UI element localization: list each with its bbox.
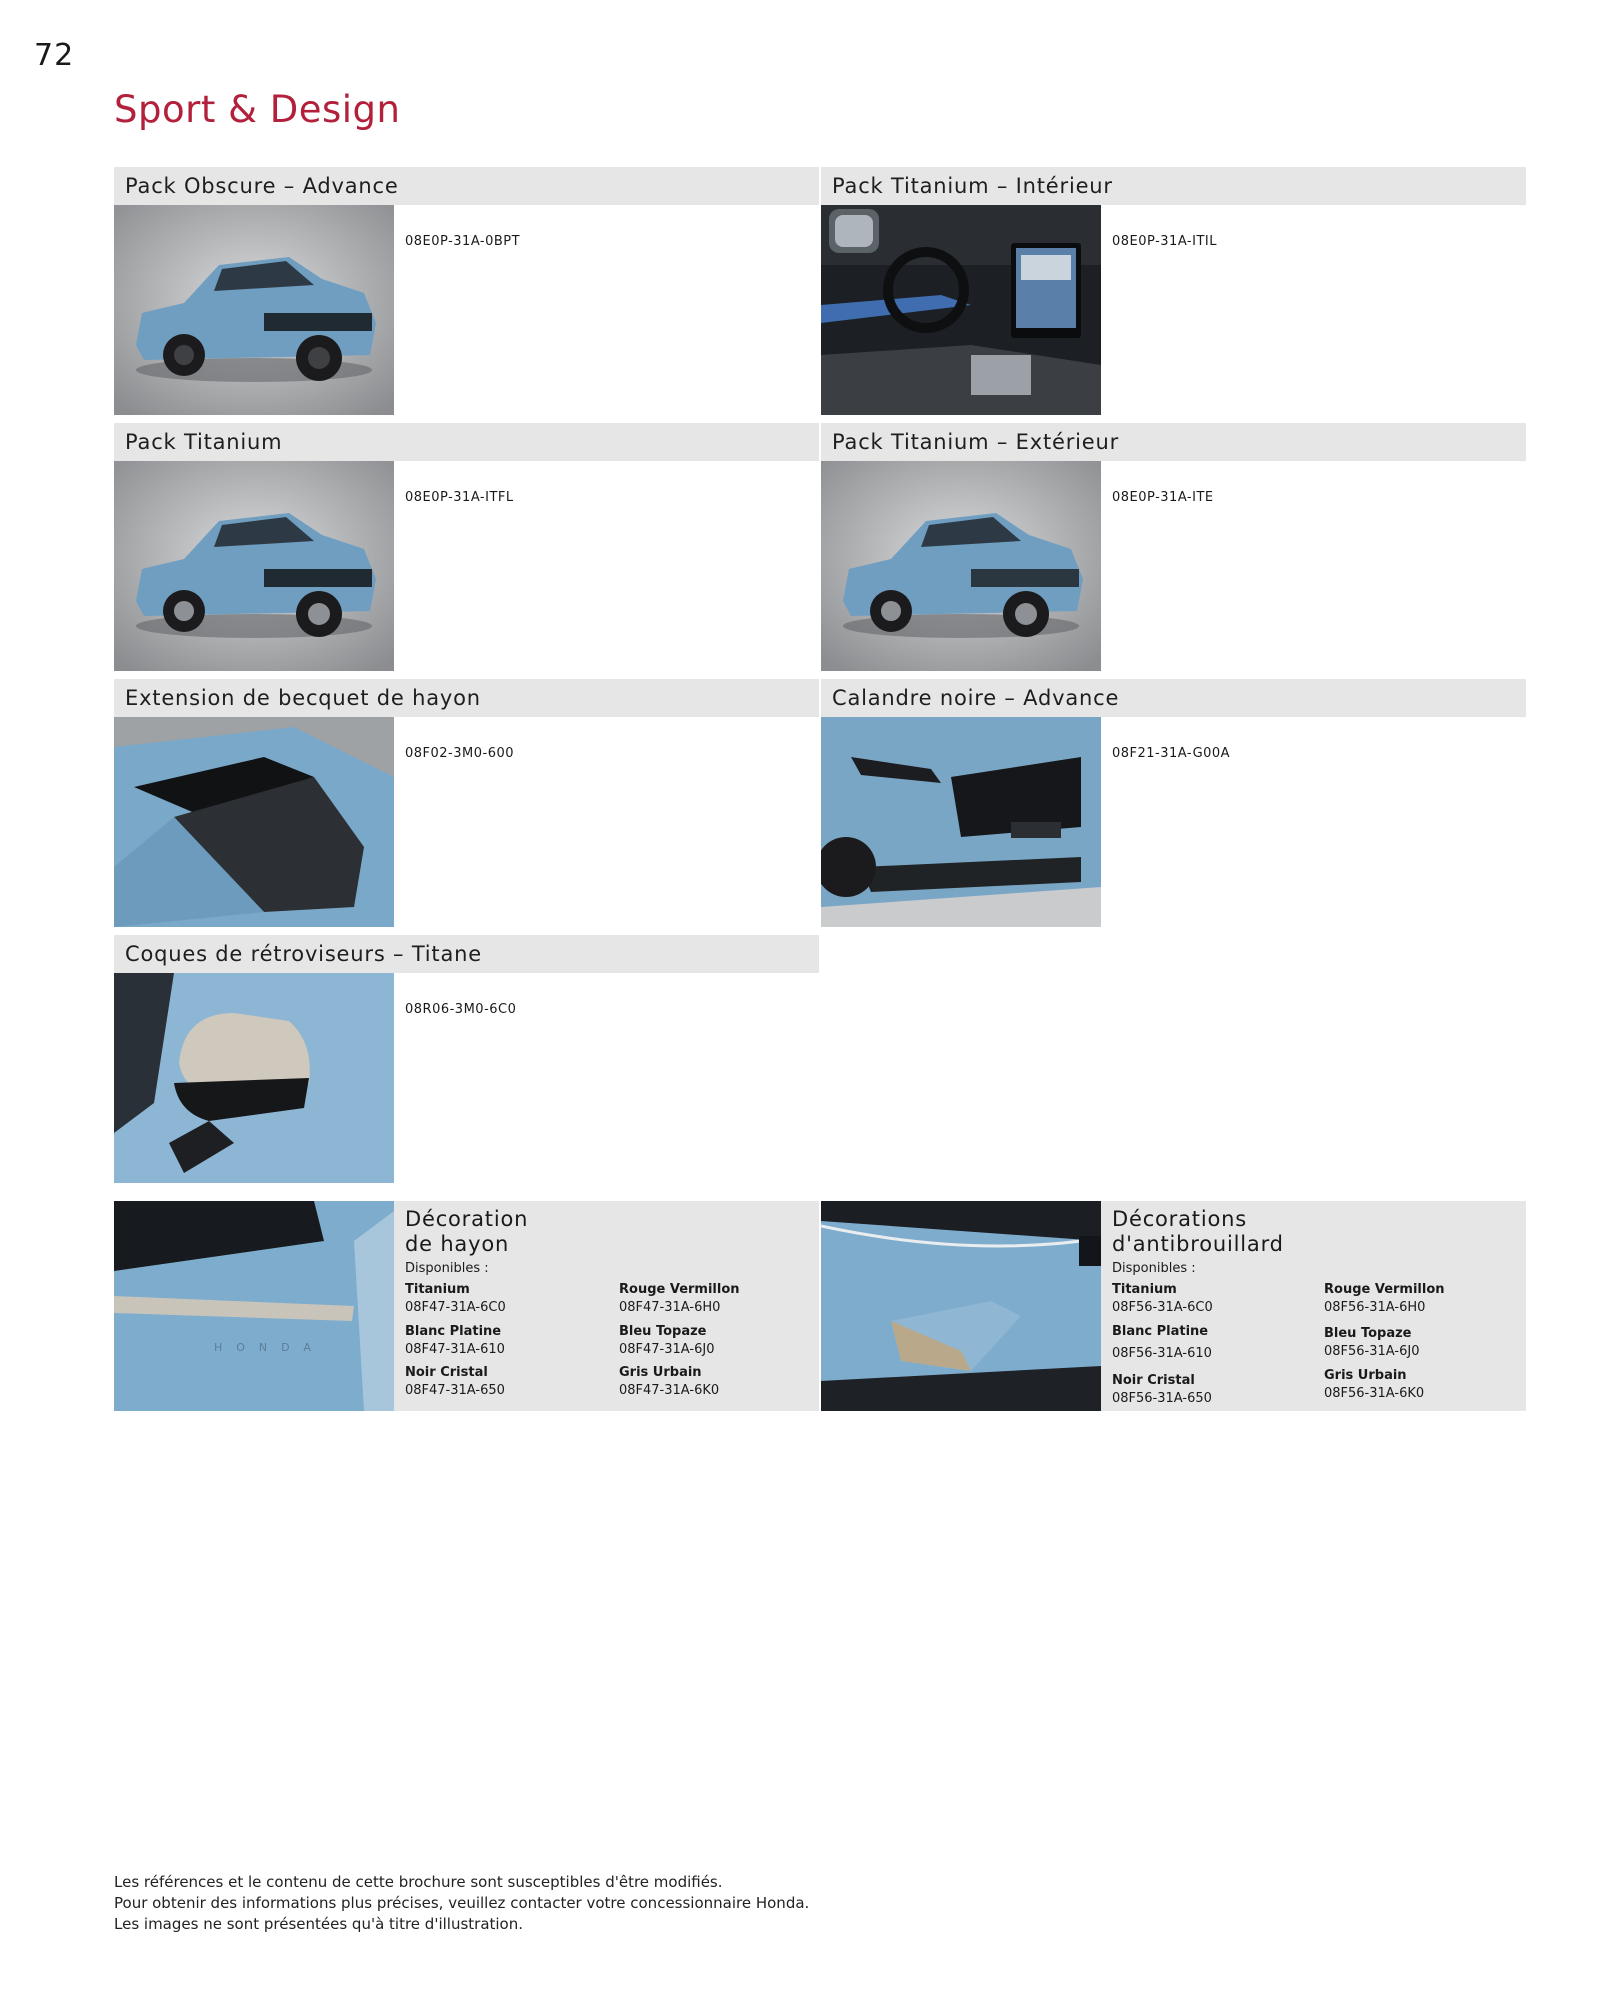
color-option: Rouge Vermillon 08F47-31A-6H0 (619, 1282, 740, 1315)
product-ref: 08E0P-31A-ITIL (1112, 234, 1217, 249)
product-title: Extension de becquet de hayon (114, 679, 819, 717)
spoiler-photo (114, 717, 394, 927)
color-option: Gris Urbain 08F47-31A-6K0 (619, 1365, 720, 1398)
product-ref: 08F02-3M0-600 (405, 746, 515, 761)
product-title: Pack Titanium – Intérieur (821, 167, 1526, 205)
grille-photo (821, 717, 1101, 927)
product-card-pack-titanium-interieur (821, 167, 1526, 420)
suv-photo (114, 205, 394, 415)
decoration-card-hayon (114, 1201, 819, 1411)
interior-photo (821, 205, 1101, 415)
product-title: Pack Titanium (114, 423, 819, 461)
product-card-pack-titanium-exterieur (821, 423, 1526, 676)
decoration-card-antibrouillard (821, 1201, 1526, 1411)
section-title: Sport & Design (114, 88, 401, 131)
product-card-becquet (114, 679, 819, 932)
tailgate-photo (114, 1201, 394, 1411)
svg-text:HONDA: HONDA (214, 1341, 325, 1354)
product-ref: 08R06-3M0-6C0 (405, 1002, 517, 1017)
suv-photo (821, 461, 1101, 671)
page-number: 72 (34, 38, 75, 73)
color-option: Titanium 08F56-31A-6C0 (1112, 1282, 1213, 1315)
available-label: Disponibles : (1112, 1261, 1196, 1276)
color-option: Titanium 08F47-31A-6C0 (405, 1282, 506, 1315)
color-option: Blanc Platine 08F56-31A-610 (1112, 1324, 1212, 1361)
suv-photo (114, 461, 394, 671)
product-card-coques-retroviseurs (114, 935, 819, 1188)
color-option: Blanc Platine 08F47-31A-610 (405, 1324, 505, 1357)
color-option: Rouge Vermillon 08F56-31A-6H0 (1324, 1282, 1445, 1315)
product-title: Pack Titanium – Extérieur (821, 423, 1526, 461)
color-option: Bleu Topaze 08F56-31A-6J0 (1324, 1326, 1420, 1359)
fog-light-photo (821, 1201, 1101, 1411)
product-title: Pack Obscure – Advance (114, 167, 819, 205)
product-title: Calandre noire – Advance (821, 679, 1526, 717)
decoration-title: Décoration de hayon (405, 1207, 529, 1256)
color-option: Bleu Topaze 08F47-31A-6J0 (619, 1324, 715, 1357)
mirror-photo (114, 973, 394, 1183)
available-label: Disponibles : (405, 1261, 489, 1276)
color-option: Noir Cristal 08F47-31A-650 (405, 1365, 505, 1398)
product-ref: 08E0P-31A-ITE (1112, 490, 1214, 505)
product-ref: 08E0P-31A-ITFL (405, 490, 514, 505)
footer-disclaimer: Les références et le contenu de cette brochure sont susceptibles d'être modifiés. Pour obtenir des informations plus précises, veuillez contacter votre concessionnaire Honda. Les images ne sont présentées qu'à titre d'illustration. (114, 1873, 810, 1933)
decoration-title: Décorations d'antibrouillard (1112, 1207, 1284, 1256)
product-ref: 08E0P-31A-0BPT (405, 234, 521, 249)
color-option: Noir Cristal 08F56-31A-650 (1112, 1373, 1212, 1406)
product-ref: 08F21-31A-G00A (1112, 746, 1231, 761)
product-card-calandre (821, 679, 1526, 932)
product-title: Coques de rétroviseurs – Titane (114, 935, 819, 973)
product-card-pack-titanium (114, 423, 819, 676)
color-option: Gris Urbain 08F56-31A-6K0 (1324, 1368, 1425, 1401)
product-card-pack-obscure (114, 167, 819, 420)
